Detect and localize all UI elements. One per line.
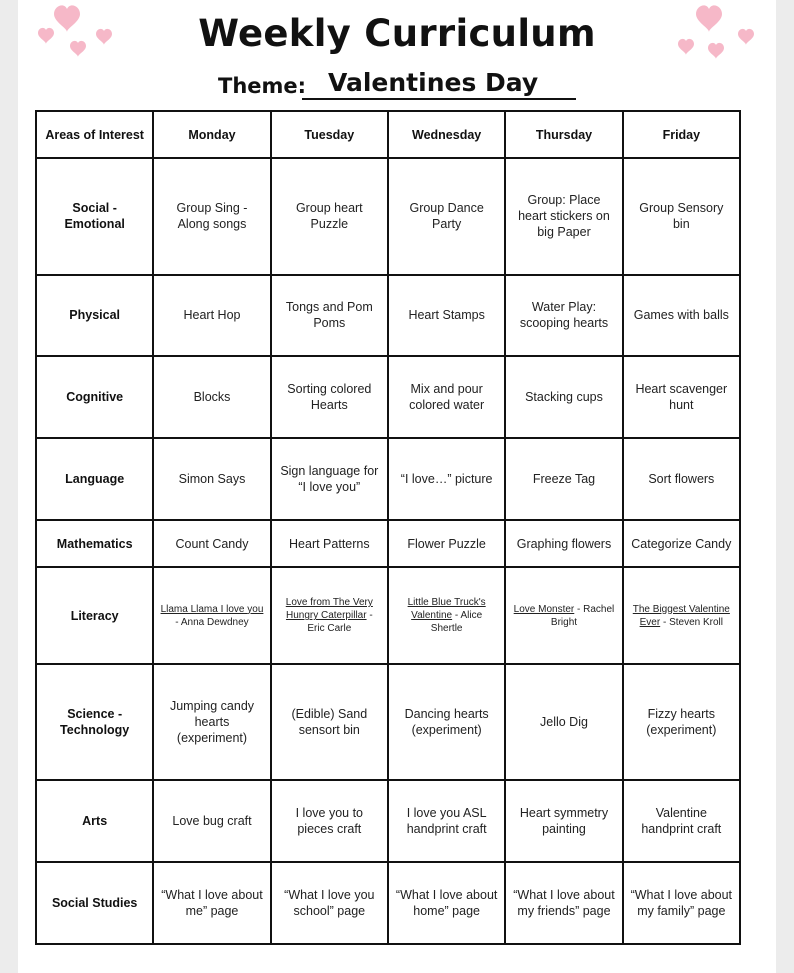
table-cell: Jello Dig xyxy=(505,664,622,780)
theme-label: Theme: xyxy=(218,74,307,98)
table-cell: I love you to pieces craft xyxy=(271,780,388,862)
table-cell: Group Sing - Along songs xyxy=(153,158,270,274)
book-title-link[interactable]: Love Monster xyxy=(513,603,575,615)
table-cell: Graphing flowers xyxy=(505,520,622,567)
table-cell: “What I love about me” page xyxy=(153,862,270,944)
row-label: Social Studies xyxy=(36,862,153,944)
row-label: Science - Technology xyxy=(36,664,153,780)
table-cell: Heart Stamps xyxy=(388,275,505,357)
table-cell: “What I love about my family” page xyxy=(623,862,740,944)
row-social-emotional xyxy=(36,158,740,274)
table-cell: “What I love about home” page xyxy=(388,862,505,944)
table-cell: Categorize Candy xyxy=(623,520,740,567)
table-cell: Sign language for “I love you” xyxy=(271,438,388,520)
header-wednesday: Wednesday xyxy=(388,111,505,158)
book-cell xyxy=(505,567,622,664)
table-cell: Heart Hop xyxy=(153,275,270,357)
theme-value: Valentines Day xyxy=(328,68,539,97)
row-label: Arts xyxy=(36,780,153,862)
header-friday: Friday xyxy=(623,111,740,158)
table-cell: Water Play: scooping hearts xyxy=(505,275,622,357)
left-margin xyxy=(0,0,18,973)
row-mathematics xyxy=(36,520,740,567)
table-cell: Heart Patterns xyxy=(271,520,388,567)
table-cell: (Edible) Sand sensort bin xyxy=(271,664,388,780)
row-language xyxy=(36,438,740,520)
page-title: Weekly Curriculum xyxy=(198,12,596,55)
table-cell: Count Candy xyxy=(153,520,270,567)
book-title-link[interactable]: Llama Llama I love you xyxy=(160,603,264,615)
table-cell: Sort flowers xyxy=(623,438,740,520)
row-social-studies xyxy=(36,862,740,944)
curriculum-table xyxy=(35,110,741,945)
theme-underline xyxy=(302,68,576,100)
book-author: - Rachel Bright xyxy=(550,603,615,628)
table-cell: Freeze Tag xyxy=(505,438,622,520)
book-author: - Eric Carle xyxy=(307,610,373,635)
row-physical xyxy=(36,275,740,357)
row-science-technology xyxy=(36,664,740,780)
table-cell: Heart scavenger hunt xyxy=(623,356,740,438)
table-cell: Dancing hearts (experiment) xyxy=(388,664,505,780)
table-cell: Blocks xyxy=(153,356,270,438)
header-tuesday: Tuesday xyxy=(271,111,388,158)
row-label: Literacy xyxy=(36,567,153,664)
table-cell: Love bug craft xyxy=(153,780,270,862)
row-label: Mathematics xyxy=(36,520,153,567)
header-monday: Monday xyxy=(153,111,270,158)
right-margin xyxy=(776,0,794,973)
book-title-link[interactable]: The Biggest Valentine Ever xyxy=(632,603,730,628)
book-cell xyxy=(623,567,740,664)
book-title-link[interactable]: Little Blue Truck's Valentine xyxy=(407,597,486,622)
row-arts xyxy=(36,780,740,862)
table-cell: Flower Puzzle xyxy=(388,520,505,567)
book-author: - Alice Shertle xyxy=(430,610,483,635)
table-cell: “I love…” picture xyxy=(388,438,505,520)
row-label: Social - Emotional xyxy=(36,158,153,274)
row-label: Language xyxy=(36,438,153,520)
table-cell: Simon Says xyxy=(153,438,270,520)
row-label: Cognitive xyxy=(36,356,153,438)
table-cell: Heart symmetry painting xyxy=(505,780,622,862)
table-cell: I love you ASL handprint craft xyxy=(388,780,505,862)
header-thursday: Thursday xyxy=(505,111,622,158)
book-cell xyxy=(271,567,388,664)
table-cell: Group Sensory bin xyxy=(623,158,740,274)
table-cell: Group: Place heart stickers on big Paper xyxy=(505,158,622,274)
table-cell: “What I love you school” page xyxy=(271,862,388,944)
book-cell xyxy=(388,567,505,664)
theme-line xyxy=(218,68,598,102)
book-author: - Steven Kroll xyxy=(660,616,723,628)
row-cognitive xyxy=(36,356,740,438)
table-cell: Group heart Puzzle xyxy=(271,158,388,274)
row-label: Physical xyxy=(36,275,153,357)
table-cell: Valentine handprint craft xyxy=(623,780,740,862)
table-cell: Mix and pour colored water xyxy=(388,356,505,438)
table-cell: Jumping candy hearts (experiment) xyxy=(153,664,270,780)
header-row xyxy=(36,111,740,158)
table-cell: Games with balls xyxy=(623,275,740,357)
header-areas-of-interest: Areas of Interest xyxy=(36,111,153,158)
table-cell: Fizzy hearts (experiment) xyxy=(623,664,740,780)
book-author: - Anna Dewdney xyxy=(175,616,249,628)
table-cell: Group Dance Party xyxy=(388,158,505,274)
table-cell: Stacking cups xyxy=(505,356,622,438)
row-literacy xyxy=(36,567,740,664)
table-cell: Sorting colored Hearts xyxy=(271,356,388,438)
table-cell: Tongs and Pom Poms xyxy=(271,275,388,357)
book-title-link[interactable]: Love from The Very Hungry Caterpillar xyxy=(285,597,373,622)
table-cell: “What I love about my friends” page xyxy=(505,862,622,944)
book-cell xyxy=(153,567,270,664)
